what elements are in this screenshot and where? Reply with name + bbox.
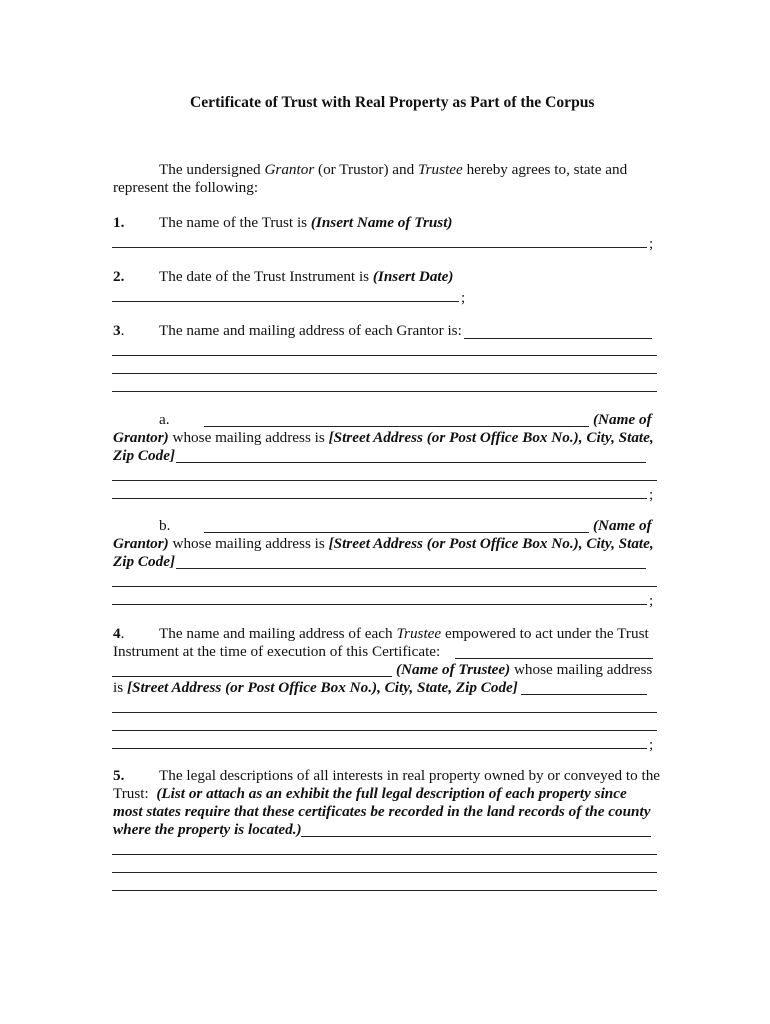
item-3-num: 3 <box>113 322 121 339</box>
item-1-number: 1. <box>113 214 125 231</box>
item-4-name-of-trustee: (Name of Trustee) <box>396 661 511 678</box>
item-3-text: The name and mailing address of each Grantor is: <box>159 322 462 339</box>
item-1-placeholder: (Insert Name of Trust) <box>310 214 453 231</box>
item-5-number: 5. <box>113 767 125 784</box>
sub-b-address-field-2[interactable] <box>112 586 657 587</box>
item-4-whose: whose mailing address <box>510 661 653 678</box>
grantor-field-line-4[interactable] <box>112 391 657 392</box>
item-4-is: is <box>113 679 127 696</box>
sub-b-name-of: (Name of <box>593 517 652 534</box>
sub-b-grantor-name-field[interactable] <box>204 532 589 533</box>
item-2-placeholder: (Insert Date) <box>372 268 454 285</box>
trust-name-field[interactable] <box>112 247 647 248</box>
item-4-text-2: empowered to act under the Trust <box>441 625 649 642</box>
item-4-line-4 <box>113 679 518 697</box>
intro-trustee: Trustee <box>418 161 463 178</box>
item-4-address: [Street Address (or Post Office Box No.), City, State, Zip Code] <box>126 679 518 696</box>
item-1-semicolon: ; <box>649 235 654 252</box>
sub-b-zip: Zip Code] <box>113 553 176 570</box>
sub-a-zip: Zip Code] <box>113 447 176 464</box>
trustee-address-field-3[interactable] <box>112 730 657 731</box>
document-title: Certificate of Trust with Real Property as Part of the Corpus <box>190 94 595 111</box>
sub-a-letter: a. <box>159 411 170 428</box>
grantor-field-line-2[interactable] <box>112 355 657 356</box>
sub-a-address: [Street Address (or Post Office Box No.), City, State, <box>328 429 654 446</box>
legal-description-field-4[interactable] <box>112 890 657 891</box>
item-3-dot: . <box>120 322 125 339</box>
item-4-text <box>159 625 649 643</box>
sub-a-address-field-1[interactable] <box>176 462 646 463</box>
sub-b-semicolon: ; <box>649 592 654 609</box>
item-5-trust: Trust: <box>113 785 149 802</box>
item-5-line-2 <box>113 785 627 803</box>
item-2-text <box>159 268 453 286</box>
sub-b-whose: whose mailing address is <box>168 535 329 552</box>
trustee-address-field-2[interactable] <box>112 712 657 713</box>
sub-a-address-field-3[interactable] <box>112 498 647 499</box>
item-4-trustee: Trustee <box>396 625 442 642</box>
item-4-text-1: The name and mailing address of each <box>159 625 397 642</box>
item-5-text: The legal descriptions of all interests in real property owned by or conveyed to the <box>159 767 661 784</box>
legal-description-field-2[interactable] <box>112 854 657 855</box>
item-2-number: 2. <box>113 268 125 285</box>
item-1-text <box>159 214 453 232</box>
sub-a-address-field-2[interactable] <box>112 480 657 481</box>
trust-date-field[interactable] <box>112 301 459 302</box>
intro-grantor: Grantor <box>264 161 315 178</box>
sub-a-name-of: (Name of <box>593 411 652 428</box>
sub-b-address-field-1[interactable] <box>176 568 646 569</box>
intro-line-1 <box>159 161 627 179</box>
sub-a-grantor-name-field[interactable] <box>204 426 589 427</box>
grantor-field-line-1[interactable] <box>464 338 652 339</box>
item-5-instr-3: where the property is located.) <box>113 821 302 838</box>
item-4-line-2: Instrument at the time of execution of this Certificate: <box>113 643 441 660</box>
sub-b-address-field-3[interactable] <box>112 604 647 605</box>
item-4-dot: . <box>120 625 125 642</box>
trustee-name-field[interactable] <box>112 676 392 677</box>
grantor-field-line-3[interactable] <box>112 373 657 374</box>
sub-b-letter: b. <box>159 517 171 534</box>
legal-description-field-1[interactable] <box>301 836 651 837</box>
trustee-field-1[interactable] <box>455 658 653 659</box>
intro-line-2: represent the following: <box>113 179 259 196</box>
trustee-address-field-1[interactable] <box>521 694 647 695</box>
item-4-semicolon: ; <box>649 736 654 753</box>
item-4-num: 4 <box>113 625 121 642</box>
intro-text-3: hereby agrees to, state and <box>462 161 628 178</box>
item-5-instr-2: most states require that these certificates be recorded in the land records of the county <box>113 803 651 820</box>
sub-a-line-2 <box>113 429 654 447</box>
item-3-number <box>113 322 124 340</box>
intro-text-2: (or Trustor) and <box>314 161 419 178</box>
trustee-address-field-4[interactable] <box>112 748 647 749</box>
sub-a-whose: whose mailing address is <box>168 429 329 446</box>
sub-b-grantor: Grantor) <box>113 535 169 552</box>
item-1-label: The name of the Trust is <box>159 214 311 231</box>
item-4-line-3 <box>396 661 652 679</box>
item-2-label: The date of the Trust Instrument is <box>159 268 373 285</box>
sub-a-grantor: Grantor) <box>113 429 169 446</box>
sub-b-address: [Street Address (or Post Office Box No.), City, State, <box>328 535 654 552</box>
item-4-number <box>113 625 124 643</box>
item-5-instr-1: (List or attach as an exhibit the full legal description of each property since <box>156 785 627 802</box>
intro-text-1: The undersigned <box>159 161 265 178</box>
sub-b-line-2 <box>113 535 654 553</box>
legal-description-field-3[interactable] <box>112 872 657 873</box>
item-2-semicolon: ; <box>461 289 466 306</box>
sub-a-semicolon: ; <box>649 486 654 503</box>
